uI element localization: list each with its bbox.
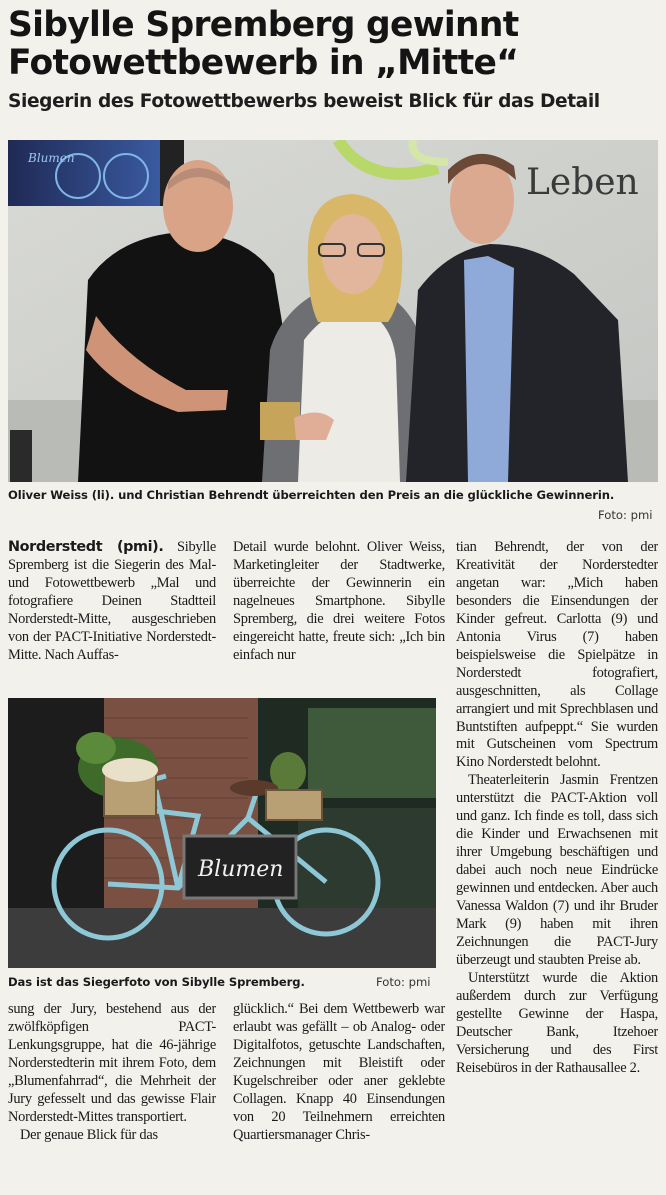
- award-photo: [8, 140, 658, 482]
- award-photo-illustration: [8, 140, 658, 482]
- subheadline: Siegerin des Fotowettbewerbs beweist Blick für das Detail: [8, 91, 600, 112]
- column-1-bottom: [8, 1001, 216, 1193]
- body-text-col1-bottom: sung der Jury, bestehend aus der zwölfköpfigen PACT-Lenkungsgruppe, hat die 46-jährige Norderstedterin mit ihrem Foto, dem „Blumenfahrrad“, die Mehrheit der Jury gefesselt und das gewisse Flair Norderstedt-Mittes transportiert.: [8, 1001, 216, 1125]
- dateline: Norderstedt (pmi).: [8, 539, 164, 555]
- winning-photo-credit: Foto: pmi: [376, 975, 431, 989]
- headline-line-1: Sibylle Spremberg gewinnt: [8, 5, 519, 45]
- body-text-col1: Sibylle Spremberg ist die Siegerin des Mal- und Fotowettbewerb „Mal und fotografiere Deinen Stadtteil Norderstedt-Mitte, ausgeschrieben von der PACT-Initiative Norderstedt-Mitte. Nach Auffas-: [8, 539, 216, 663]
- award-photo-caption: Oliver Weiss (li). und Christian Behrendt überreichten den Preis an die glückliche Gewinnerin.: [8, 488, 615, 502]
- award-photo-credit: Foto: pmi: [598, 508, 653, 522]
- screen-text: Blumen: [28, 151, 75, 165]
- winning-photo-caption: Das ist das Siegerfoto von Sibylle Spremberg.: [8, 975, 305, 989]
- body-text-col2: Detail wurde belohnt. Oliver Weiss, Marketingleiter der Stadtwerke, überreichte der Gewinnerin ein nagelneues Smartphone. Sibylle Spremberg, die drei weitere Fotos eingereicht hatte, freute sich: „Ich bin einfach nur: [233, 539, 445, 663]
- body-text-col1-bottom-2: Der genaue Blick für das: [20, 1126, 158, 1143]
- headline-line-2: Fotowettbewerb in „Mitte“: [8, 43, 519, 83]
- column-1-top: [8, 539, 216, 691]
- body-text-col3-p2: Theaterleiterin Jasmin Frentzen unterstützt die PACT-Aktion voll und ganz. Ich finde es toll, dass sich die Kinder und Erwachsenen mit ihrer Umgebung beschäftigen und dabei auch noch neue Eindrücke gewinnen und entdecken. Aber auch Vanessa Waldon (7) und ihr Bruder Mark (9) haben mit ihren Zeichnungen die PACT-Jury überzeugt und staubten Preise ab.: [456, 772, 658, 968]
- winning-photo: [8, 698, 436, 968]
- wall-sign-text: Leben: [526, 162, 639, 203]
- headline: [8, 6, 658, 82]
- body-text-col3-p1: tian Behrendt, der von der Kreativität der Norderstedter angetan war: „Mich haben besonders die Einsendungen der Kinder gefreut. Carlotta (9) und Antonia Virus (7) haben beispielsweise die Spielpätze in Norderstedt fotografiert, ausgeschnitten, als Collage arrangiert und mit Sprechblasen und Buntstiften aufpeppt.“ Sie wurden mit Gutscheinen vom Spectrum Kino Norderstedt belohnt.: [456, 539, 658, 771]
- body-text-col3-p3: Unterstützt wurde die Aktion außerdem durch zur Verfügung gestellte Gewinne der Haspa, Deutscher Bank, Itzehoer Versicherung und des First Reisebüros in der Rathausallee 2.: [456, 969, 658, 1076]
- column-2-top: [233, 539, 445, 691]
- winning-photo-illustration: [8, 698, 436, 968]
- chalkboard-text: Blumen: [198, 857, 284, 882]
- column-2-bottom: [233, 1001, 445, 1193]
- body-text-col2-bottom: glücklich.“ Bei dem Wettbewerb war erlaubt was gefällt – ob Analog- oder Digitalfotos, getuschte Landschaften, Zeichnungen mit Bleistift oder Kugelschreiber oder aner geklebte Collagen. Knapp 40 Einsendungen von 20 Teilnehmern erreichten Quartiersmanager Chris-: [233, 1001, 445, 1143]
- column-3: [456, 539, 658, 1194]
